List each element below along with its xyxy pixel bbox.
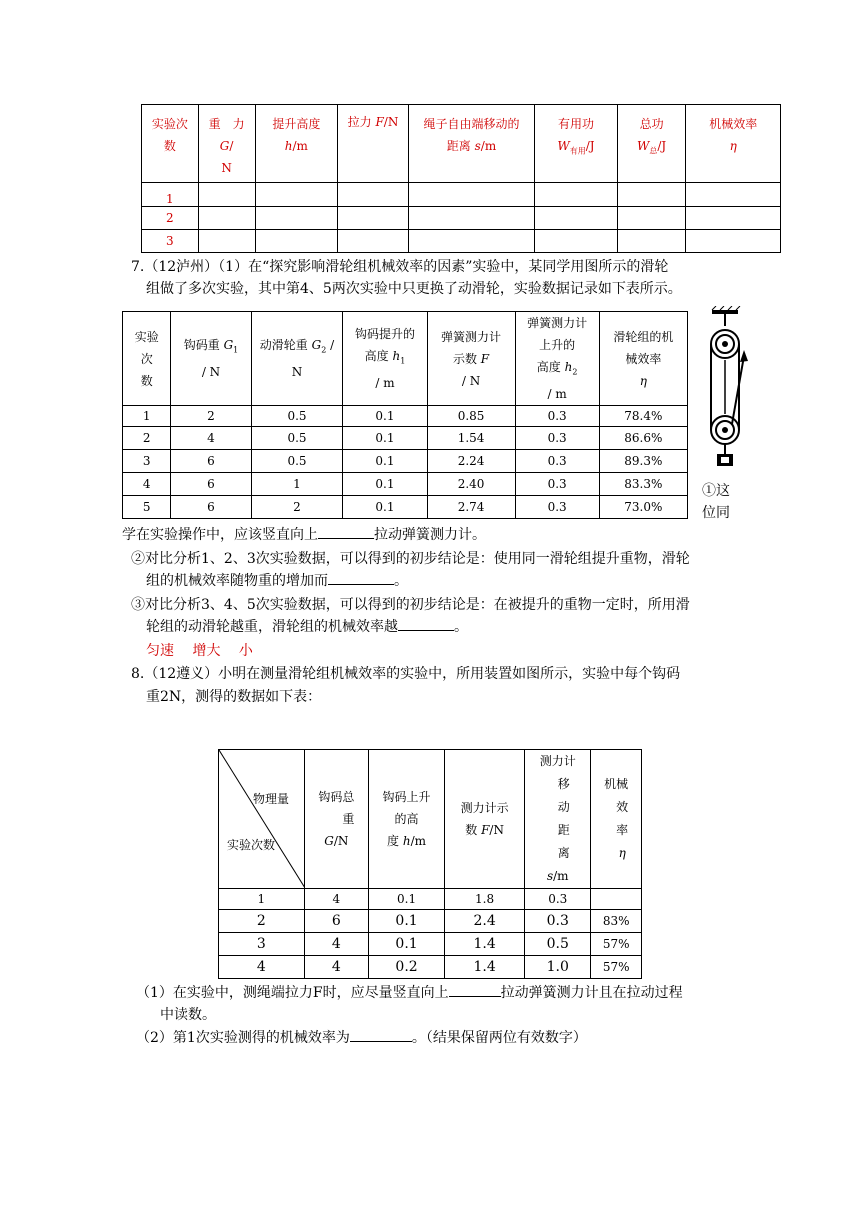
table-cell: 0.1 [343, 406, 427, 427]
table-cell: 0.3 [515, 473, 599, 496]
table-cell: 57% [591, 956, 642, 979]
table-cell: 3 [123, 450, 171, 473]
q7-line-b2: 组的机械效率随物重的增加而 。 [146, 570, 408, 592]
q7-side-text-1: ①这 [702, 483, 730, 499]
table-cell: 0.3 [515, 406, 599, 427]
table-cell: 0.3 [515, 427, 599, 450]
q7-header-trial: 实验 次 数 [123, 312, 171, 406]
table-cell: 78.4% [599, 406, 687, 427]
q8-blank-1 [449, 982, 501, 997]
q7-header-eff: 滑轮组的机 械效率 η [599, 312, 687, 406]
table-cell: 0.5 [525, 933, 591, 956]
pulley-diagram [700, 306, 750, 470]
t1-header-distance: 绳子自由端移动的 距离 s/m [408, 105, 534, 183]
q7-side-text-2: 位同 [702, 505, 730, 521]
q8-header-weight: 钩码总 重 G/N [304, 750, 368, 889]
table-cell: 0.1 [343, 496, 427, 519]
table-cell: 0.1 [369, 910, 445, 933]
q8-part2: （2）第1次实验测得的机械效率为 。（结果保留两位有效数字） [136, 1027, 587, 1049]
q8-intro-line1: 8.（12遵义）小明在测量滑轮组机械效率的实验中，所用装置如图所示，实验中每个钩码 [131, 666, 681, 682]
q7-line-c2: 轮组的动滑轮越重，滑轮组的机械效率越 。 [146, 616, 468, 638]
table-cell: 2 [123, 427, 171, 450]
table-cell: 0.1 [343, 450, 427, 473]
table-cell: 1.8 [445, 889, 525, 910]
q7-table [122, 311, 688, 519]
q7-blank-2 [328, 570, 394, 585]
table-cell: 4 [304, 933, 368, 956]
q8-part1-line1: （1）在实验中，测绳端拉力F时，应尽量竖直向上 拉动弹簧测力计且在拉动过程 [136, 982, 683, 1004]
table-cell: 2 [171, 406, 251, 427]
table-cell: 4 [171, 427, 251, 450]
table-cell: 0.1 [369, 933, 445, 956]
table-cell: 0.1 [343, 473, 427, 496]
table-cell: 1.54 [427, 427, 515, 450]
table-cell: 83% [591, 910, 642, 933]
table-cell: 4 [219, 956, 305, 979]
answer-1: 匀速 [146, 643, 174, 659]
table-cell: 1.4 [445, 956, 525, 979]
table-cell: 0.3 [525, 889, 591, 910]
q7-line-c1: ③对比分析3、4、5次实验数据，可以得到的初步结论是：在被提升的重物一定时，所用滑 [131, 597, 690, 613]
table-cell: 0.3 [525, 910, 591, 933]
table-cell: 2.24 [427, 450, 515, 473]
q8-table [218, 749, 642, 979]
table-cell: 1 [251, 473, 343, 496]
table-cell: 0.5 [251, 406, 343, 427]
t1-row-2-label: 2 [142, 207, 199, 230]
q7-header-h1: 钩码提升的 高度 $h_1$ / m [343, 312, 427, 406]
table-cell: 0.5 [251, 450, 343, 473]
table-cell: 0.85 [427, 406, 515, 427]
table-cell: 89.3% [599, 450, 687, 473]
q7-line-b1: ②对比分析1、2、3次实验数据，可以得到的初步结论是：使用同一滑轮组提升重物，滑轮 [131, 551, 690, 567]
t1-row-3-label: 3 [142, 230, 199, 253]
q8-header-height: 钩码上升 的高 度 h/m [369, 750, 445, 889]
table-cell: 1.4 [445, 933, 525, 956]
q7-blank-1 [318, 524, 374, 539]
table-cell: 4 [304, 956, 368, 979]
answer-2: 增大 [192, 643, 221, 659]
q7-header-g1: 钩码重 $G_1$ / N [171, 312, 251, 406]
table-cell: 2.40 [427, 473, 515, 496]
t1-header-force: 拉力 F/N [338, 105, 409, 183]
table-cell: 0.1 [343, 427, 427, 450]
q8-header-force: 测力计示 数 F/N [445, 750, 525, 889]
answer-3: 小 [238, 643, 253, 659]
table-cell: 6 [304, 910, 368, 933]
diagonal-line [219, 750, 305, 888]
table-cell: 1.0 [525, 956, 591, 979]
q7-header-g2: 动滑轮重 $G_2$ / N [251, 312, 343, 406]
table-cell: 4 [304, 889, 368, 910]
table-cell: 86.6% [599, 427, 687, 450]
table-cell: 0.3 [515, 496, 599, 519]
table-cell: 5 [123, 496, 171, 519]
diag-bottom-label: 实验次数 [227, 838, 276, 852]
table-1 [141, 104, 781, 253]
table-cell: 2.74 [427, 496, 515, 519]
q8-intro-line2: 重2N，测得的数据如下表： [146, 689, 322, 705]
t1-header-total-work: 总功 $W_总/J$ [617, 105, 686, 183]
table-cell: 0.1 [369, 889, 445, 910]
table-cell: 2 [219, 910, 305, 933]
table-cell: 57% [591, 933, 642, 956]
q7-header-f: 弹簧测力计 示数 F / N [427, 312, 515, 406]
q7-blank-3 [398, 616, 454, 631]
t1-header-height: 提升高度 h/m [255, 105, 338, 183]
t1-header-useful-work: 有用功 $W_{有用}/J$ [535, 105, 618, 183]
table-cell: 6 [171, 496, 251, 519]
q7-header-h2: 弹簧测力计 上升的 高度 $h_2$ / m [515, 312, 599, 406]
table-cell: 4 [123, 473, 171, 496]
q7-answers [146, 640, 253, 662]
table-cell: 73.0% [599, 496, 687, 519]
diag-top-label: 物理量 [253, 792, 290, 806]
q8-header-eff: 机械 效 率 η [591, 750, 642, 889]
table-cell: 2 [251, 496, 343, 519]
table-cell: 2.4 [445, 910, 525, 933]
t1-header-efficiency: 机械效率 η [686, 105, 781, 183]
t1-row-1-label: 1 [142, 183, 199, 207]
q8-part1-line2: 中读数。 [160, 1007, 216, 1023]
t1-header-trial: 实验次 数 [142, 105, 199, 183]
table-cell: 6 [171, 450, 251, 473]
t1-header-weight: 重 力 G/ N [198, 105, 255, 183]
table-cell: 0.2 [369, 956, 445, 979]
q7-intro-line1: 7.（12泸州）（1）在“探究影响滑轮组机械效率的因素”实验中，某同学用图所示的滑轮 [131, 259, 669, 275]
q7-line-a: 学在实验操作中，应该竖直向上 拉动弹簧测力计。 [122, 524, 486, 546]
table-cell: 3 [219, 933, 305, 956]
table-cell: 6 [171, 473, 251, 496]
q8-diag-header [219, 750, 305, 889]
table-cell: 0.5 [251, 427, 343, 450]
q7-intro-line2: 组做了多次实验，其中第4、5两次实验中只更换了动滑轮，实验数据记录如下表所示。 [146, 281, 682, 297]
table-cell: 1 [123, 406, 171, 427]
table-cell [591, 889, 642, 910]
table-cell: 0.3 [515, 450, 599, 473]
table-cell: 83.3% [599, 473, 687, 496]
q8-blank-2 [350, 1027, 412, 1042]
table-cell: 1 [219, 889, 305, 910]
q8-header-distance: 测力计 移 动 距 离 s/m [525, 750, 591, 889]
